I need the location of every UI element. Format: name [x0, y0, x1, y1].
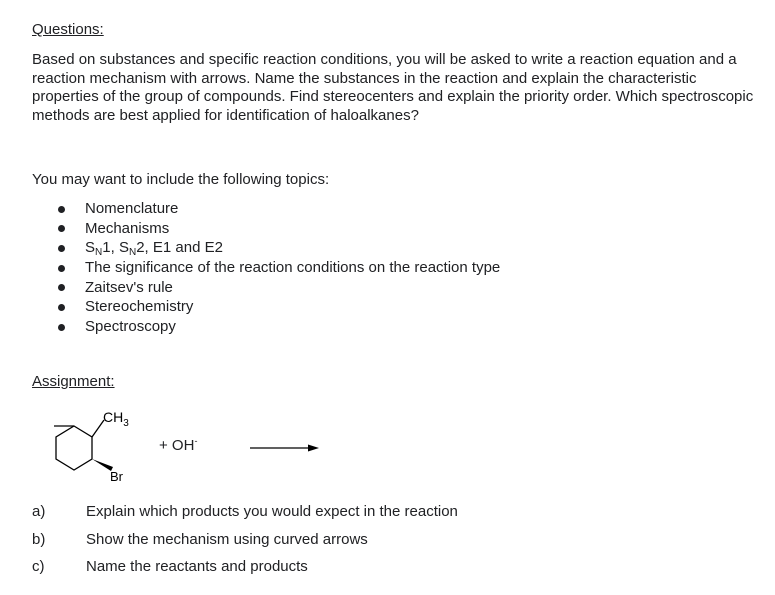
- cyclohexane-ring: [56, 426, 92, 470]
- topics-list: [0, 199, 500, 337]
- topic-item: [0, 219, 500, 239]
- topic-item: [0, 297, 500, 317]
- bromo-label: Br: [110, 469, 123, 484]
- topic-item: [0, 199, 500, 219]
- questions-paragraph: Based on substances and specific reaction conditions, you will be asked to write a reaction equation and a reaction mechanism with arrows. Name the substances in the reaction and explain the characteristic properties of the group of compounds. Find stereocenters and explain the priority order. Which spectroscopic methods are best applied for identification of haloalkanes?: [32, 51, 754, 124]
- task-a: [32, 503, 458, 521]
- questions-heading: Questions:: [32, 21, 104, 38]
- reaction-arrow-icon: [248, 440, 322, 454]
- topic-item: [0, 238, 500, 258]
- task-letter: b): [32, 531, 46, 548]
- bullet-icon: [58, 265, 65, 272]
- task-text: Name the reactants and products: [86, 558, 308, 575]
- topic-text: The significance of the reaction conditions on the reaction type: [85, 259, 501, 277]
- task-text: Show the mechanism using curved arrows: [86, 531, 368, 548]
- topic-text: $S_N1$, $S_N2$, E1 and E2: [85, 239, 223, 259]
- task-c: [32, 558, 308, 576]
- topic-item: [0, 278, 500, 298]
- bullet-icon: [58, 304, 65, 311]
- methyl-label: $CH_3$: [103, 409, 129, 429]
- topic-text: Nomenclature: [85, 200, 179, 217]
- topic-text: Mechanisms: [85, 219, 170, 237]
- task-letter: c): [32, 558, 45, 575]
- bullet-icon: [58, 324, 65, 331]
- bullet-icon: [58, 206, 65, 213]
- topic-text: Zaitsev's rule: [85, 278, 173, 296]
- topic-text: Stereochemistry: [85, 298, 194, 316]
- cyclohexane-structure: [30, 400, 140, 488]
- task-letter: a): [32, 503, 46, 520]
- topic-text: Spectroscopy: [85, 318, 176, 336]
- topics-intro: You may want to include the following topics:: [32, 171, 330, 188]
- bullet-icon: [58, 245, 65, 252]
- assignment-heading: Assignment:: [32, 373, 115, 390]
- bullet-icon: [58, 225, 65, 232]
- bullet-icon: [58, 284, 65, 291]
- task-text: Explain which products you would expect in the reaction: [86, 503, 458, 520]
- topic-item: [0, 258, 500, 278]
- reagent-hydroxide: + OH-: [159, 436, 198, 454]
- task-b: [32, 531, 368, 549]
- topic-item: [0, 317, 500, 337]
